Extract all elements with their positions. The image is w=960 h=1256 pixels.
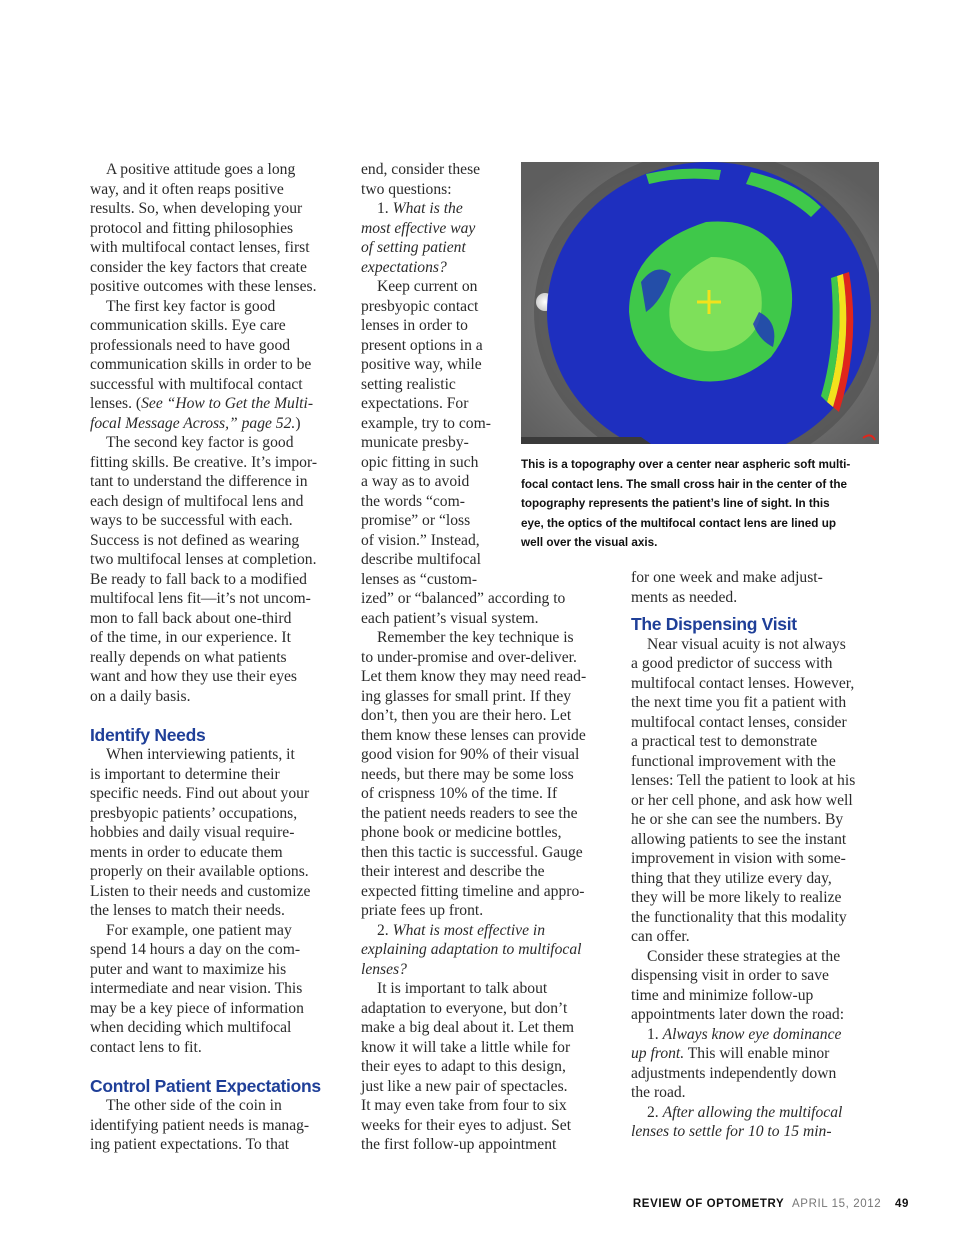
topography-image [521, 162, 879, 444]
text-line: he or she can see the numbers. By [631, 811, 844, 828]
text-line: topography represents the patient’s line of sight. In this [521, 497, 830, 510]
paragraph [631, 947, 881, 1025]
text-line: successful with multifocal contact [90, 375, 303, 393]
paragraph [361, 628, 611, 921]
paragraph [90, 921, 345, 1058]
page-number: 49 [895, 1198, 909, 1210]
text-line: Be ready to fall back to a modified [90, 570, 307, 588]
text-line: positive way, while [361, 356, 482, 373]
text-line: lenses. (See “How to Get the Multi- [90, 395, 314, 412]
text-line: describe multifocal [361, 551, 481, 568]
text-line: lenses: Tell the patient to look at his [631, 772, 856, 789]
text-line: the road. [631, 1084, 686, 1101]
text-line: two multifocal lenses at completion. [90, 551, 317, 568]
text-line: time and minimize follow-up [631, 986, 814, 1004]
text-line: focal Message Across,” page 52.) [90, 414, 301, 432]
text-line: Listen to their needs and customize [90, 882, 311, 900]
text-line: make a big deal about it. Let them [361, 1019, 575, 1036]
text-line: eye, the optics of the multifocal contact lens are lined up [521, 516, 836, 530]
text-line: with multifocal contact lenses, first [90, 239, 310, 256]
text-line: presbyopic contact [361, 297, 479, 315]
paragraph [90, 160, 345, 297]
text-line: expectations? [361, 258, 447, 276]
paragraph [361, 979, 611, 1155]
text-line: when deciding which multifocal [90, 1019, 292, 1036]
paragraph [631, 1025, 881, 1103]
paragraph [90, 745, 345, 921]
text-line: to under-promise and over-deliver. [361, 648, 577, 666]
text-line: ments in order to educate them [90, 843, 283, 861]
text-line: of setting patient [361, 239, 466, 256]
paragraph [361, 921, 611, 980]
text-line: Near visual acuity is not always [647, 635, 846, 653]
text-line: multifocal contact lenses, consider [631, 713, 847, 731]
text-line: the lenses to match their needs. [90, 902, 285, 919]
text-line: most effective way [361, 219, 476, 237]
paragraph [631, 568, 881, 607]
text-line: mon to fall back about one-third [90, 609, 292, 627]
text-line: municate presby- [361, 434, 469, 451]
text-line: lenses to settle for 10 to 15 min- [631, 1123, 832, 1140]
text-line: This is a topography over a center near aspheric soft multi- [521, 458, 851, 471]
text-line: identifying patient needs is manag- [90, 1116, 310, 1134]
text-line: ments as needed. [631, 588, 738, 606]
text-line: can offer. [631, 928, 690, 945]
text-line: lenses in order to [361, 317, 468, 334]
text-line: adaptation to everyone, but don’t [361, 999, 568, 1017]
text-line: expected fitting timeline and appro- [361, 882, 585, 900]
text-line: needs, but there may be some loss [361, 765, 574, 783]
text-line: their eyes to adapt to this design, [361, 1058, 566, 1075]
text-line: each patient’s visual system. [361, 609, 539, 627]
text-line: protocol and fitting philosophies [90, 219, 294, 237]
text-line: ways to be successful with each. [90, 512, 293, 529]
section-heading-identify-needs: Identify Needs [90, 724, 206, 745]
text-line: tant to understand the difference in [90, 473, 308, 490]
text-line: the functionality that this modality [631, 908, 847, 926]
article-column-1 [90, 160, 345, 1155]
section-heading-control-expectations: Control Patient Expectations [90, 1075, 321, 1096]
text-line: a practical test to demonstrate [631, 733, 818, 750]
text-line: the first follow-up appointment [361, 1136, 557, 1153]
section-heading-dispensing-visit: The Dispensing Visit [631, 614, 797, 634]
text-line: dispensing visit in order to save [631, 967, 829, 984]
text-line: presbyopic patients’ occupations, [90, 804, 298, 822]
text-line: is important to determine their [90, 765, 280, 783]
text-line: appointments later down the road: [631, 1006, 845, 1023]
text-line: Remember the key technique is [377, 629, 574, 646]
text-line: 1. Always know eye dominance [647, 1025, 842, 1043]
text-line: puter and want to maximize his [90, 960, 287, 978]
text-line: hobbies and daily visual require- [90, 824, 295, 841]
text-line: weeks for their eyes to adjust. Set [361, 1116, 572, 1134]
text-line: spend 14 hours a day on the com- [90, 941, 301, 958]
text-line: intermediate and near vision. This [90, 980, 303, 997]
text-line: expectations. For [361, 395, 469, 412]
text-line: A positive attitude goes a long [106, 161, 296, 178]
paragraph [90, 1096, 345, 1155]
text-line: phone book or medicine bottles, [361, 824, 562, 841]
text-line: ing glasses for small print. If they [361, 687, 572, 705]
text-line: know it will take a little while for [361, 1038, 571, 1056]
text-line: multifocal contact lenses. However, [631, 674, 855, 692]
text-line: then this tactic is successful. Gauge [361, 843, 583, 861]
text-line: It may even take from four to six [361, 1097, 567, 1114]
text-line: professionals need to have good [90, 336, 291, 354]
text-line: properly on their available options. [90, 863, 309, 880]
text-line: 1. What is the [377, 200, 463, 217]
text-line: improvement in vision with some- [631, 850, 846, 867]
text-line: on a daily basis. [90, 687, 191, 705]
paragraph [90, 297, 345, 434]
text-line: For example, one patient may [106, 921, 292, 939]
text-line: specific needs. Find out about your [90, 785, 310, 802]
text-line: promise” or “loss [361, 512, 471, 529]
paragraph [631, 635, 881, 947]
text-line: lenses? [361, 960, 407, 978]
text-line: each design of multifocal lens and [90, 492, 304, 510]
text-line: The other side of the coin in [106, 1097, 282, 1114]
text-line: The first key factor is good [106, 297, 276, 315]
text-line: them know these lenses can provide [361, 726, 586, 744]
page-footer [633, 1198, 909, 1210]
text-line: communication skills. Eye care [90, 317, 286, 334]
text-line: don’t, then you are their hero. Let [361, 707, 572, 724]
publication-name: REVIEW OF OPTOMETRY [632, 1198, 785, 1210]
text-line: communication skills in order to be [90, 356, 312, 373]
text-line: thing that they utilize every day, [631, 869, 832, 887]
text-line: just like a new pair of spectacles. [361, 1077, 568, 1095]
text-line: of the time, in our experience. It [90, 629, 291, 646]
text-line: contact lens to fit. [90, 1038, 202, 1056]
text-line: up front. This will enable minor [631, 1045, 830, 1062]
topography-map [521, 162, 879, 444]
text-line: may be a key piece of information [90, 999, 304, 1017]
text-line: It is important to talk about [377, 980, 548, 997]
text-line: Keep current on [377, 278, 478, 295]
text-line: the words “com- [361, 492, 465, 510]
text-line: Consider these strategies at the [647, 947, 841, 965]
text-line: 2. What is most effective in [377, 921, 546, 939]
text-line: setting realistic [361, 375, 456, 393]
paragraph [631, 1103, 881, 1142]
text-line: explaining adaptation to multifocal [361, 941, 582, 958]
text-line: a way as to avoid [361, 473, 470, 490]
text-line: a good predictor of success with [631, 655, 833, 672]
text-line: of vision.” Instead, [361, 531, 480, 549]
text-line: 2. After allowing the multifocal [647, 1103, 843, 1121]
text-line: example, try to com- [361, 414, 491, 432]
paragraph [90, 433, 345, 706]
text-line: multifocal lens fit—it’s not uncom- [90, 590, 311, 607]
text-line: well over the visual axis. [521, 536, 658, 549]
issue-date: APRIL 15, 2012 [792, 1198, 882, 1210]
text-line: their interest and describe the [361, 863, 545, 880]
text-line: present options in a [361, 336, 483, 354]
text-line: or her cell phone, and ask how well [631, 791, 853, 809]
text-line: results. So, when developing your [90, 200, 303, 217]
text-line: end, consider these [361, 161, 481, 178]
text-line: Success is not defined as wearing [90, 531, 300, 549]
text-line: priate fees up front. [361, 902, 484, 919]
text-line: The second key factor is good [106, 434, 294, 451]
text-line: want and how they use their eyes [90, 668, 297, 685]
text-line: they will be more likely to realize [631, 889, 842, 906]
text-line: the patient needs readers to see the [361, 804, 578, 822]
text-line: Let them know they may need read- [361, 668, 587, 685]
text-line: of crispness 10% of the time. If [361, 785, 558, 802]
text-line: adjustments independently down [631, 1064, 837, 1082]
text-line: opic fitting in such [361, 453, 479, 471]
text-line: allowing patients to see the instant [631, 830, 847, 848]
text-line: functional improvement with the [631, 752, 836, 770]
text-line: fitting skills. Be creative. It’s impor- [90, 453, 318, 471]
text-line: focal contact lens. The small cross hair in the center of the [521, 477, 848, 491]
text-line: lenses as “custom- [361, 570, 478, 588]
text-line: When interviewing patients, it [106, 746, 295, 763]
text-line: ing patient expectations. To that [90, 1136, 290, 1153]
text-line: really depends on what patients [90, 648, 287, 666]
article-column-3 [631, 568, 881, 1142]
text-line: for one week and make adjust- [631, 569, 823, 586]
text-line: two questions: [361, 180, 452, 198]
text-line: ized” or “balanced” according to [361, 590, 566, 607]
figure-caption [521, 455, 891, 553]
text-line: the next time you fit a patient with [631, 694, 847, 711]
text-line: consider the key factors that create [90, 258, 307, 276]
text-line: positive outcomes with these lenses. [90, 278, 317, 295]
text-line: good vision for 90% of their visual [361, 746, 580, 763]
text-line: way, and it often reaps positive [90, 180, 284, 198]
